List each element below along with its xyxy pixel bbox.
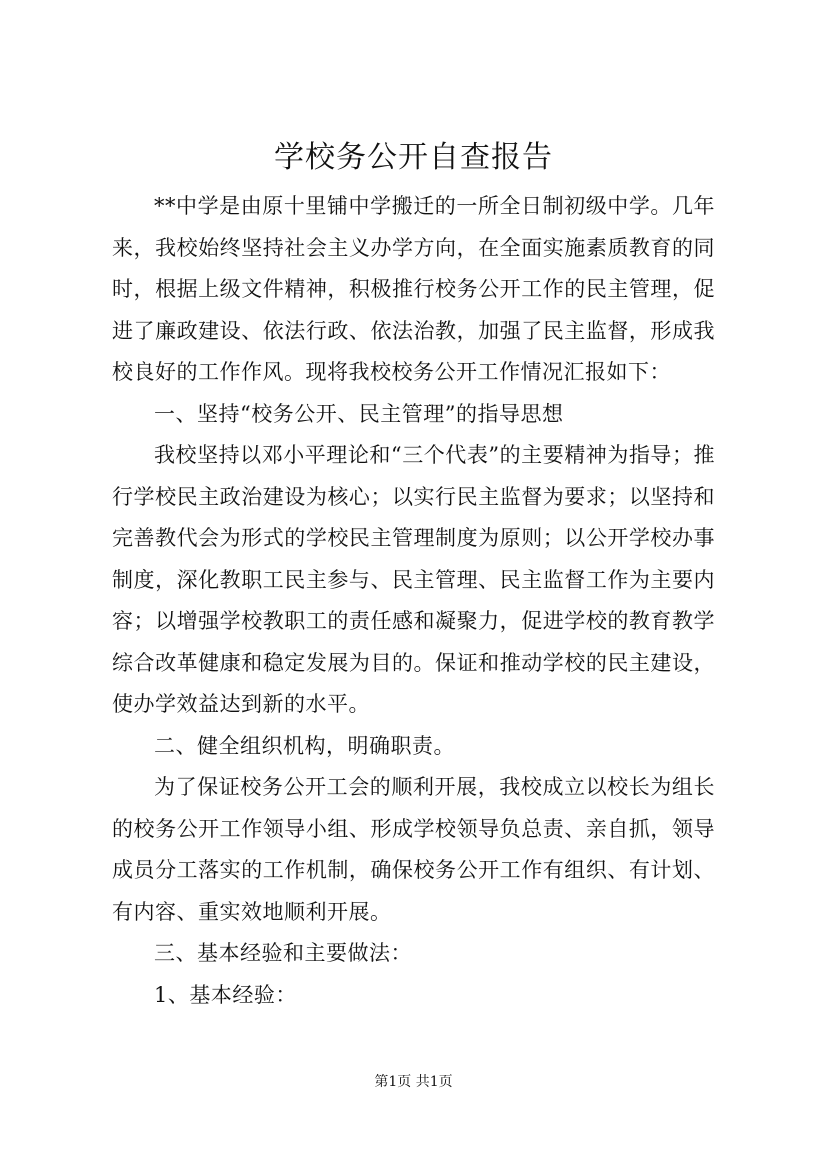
paragraph-guiding-thought: 我校坚持以邓小平理论和“三个代表”的主要精神为指导；推行学校民主政治建设为核心；以实行民主监督为要求；以坚持和完善教代会为形式的学校民主管理制度为原则；以公开学校办事制度，深化教职工民主参与、民主管理、民主监督工作为主要内容；以增强学校教职工的责任感和凝聚力，促进学校的教育教学综合改革健康和稳定发展为目的。保证和推动学校的民主建设，使办学效益达到新的水平。 bbox=[112, 443, 715, 716]
document-title: 学校务公开自查报告 bbox=[274, 140, 553, 175]
paragraph-intro: **中学是由原十里铺中学搬迁的一所全日制初级中学。几年来，我校始终坚持社会主义办学方向，在全面实施素质教育的同时，根据上级文件精神，积极推行校务公开工作的民主管理，促进了廉政建设、依法行政、依法治教，加强了民主监督，形成我校良好的工作作风。现将我校校务公开工作情况汇报如下： bbox=[112, 194, 715, 384]
section-heading-2: 二、健全组织机构，明确职责。 bbox=[154, 733, 455, 758]
subsection-heading-1: 1、基本经验： bbox=[154, 982, 297, 1007]
section-heading-1: 一、坚持“校务公开、民主管理”的指导思想 bbox=[154, 401, 564, 426]
section-heading-3: 三、基本经验和主要做法： bbox=[154, 941, 412, 965]
paragraph-organization: 为了保证校务公开工会的顺利开展，我校成立以校长为组长的校务公开工作领导小组、形成学校领导负总责、亲自抓，领导成员分工落实的工作机制，确保校务公开工作有组织、有计划、有内容、重实效地顺利开展。 bbox=[112, 775, 715, 924]
page-footer: 第1页 共1页 bbox=[374, 1074, 453, 1090]
